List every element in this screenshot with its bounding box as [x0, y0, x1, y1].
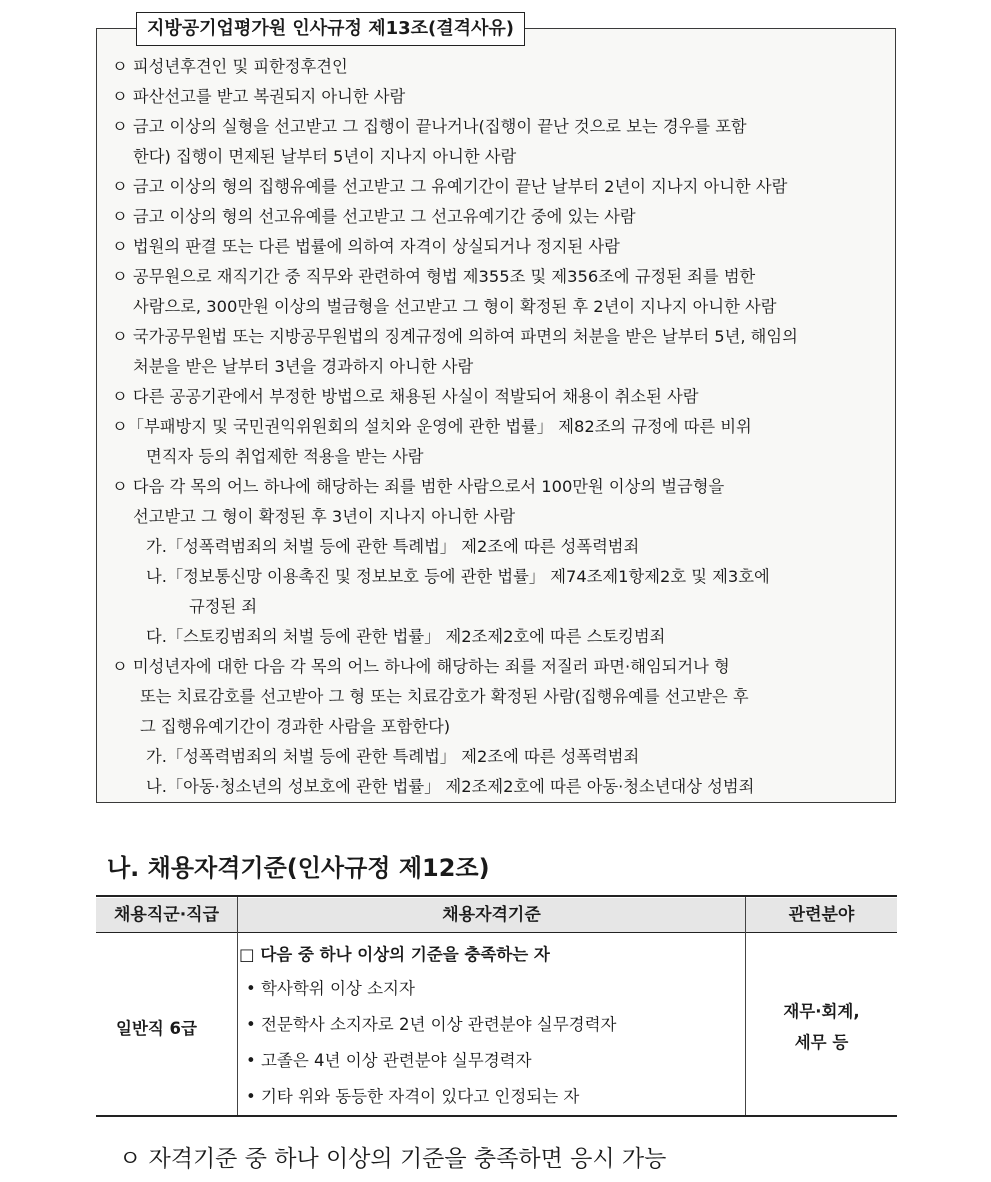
criteria-item: • 기타 위와 동등한 자격이 있다고 인정되는 자 — [246, 1087, 580, 1106]
qualification-table — [96, 895, 897, 1118]
field-cell-line1: 재무·회계, — [783, 1002, 860, 1021]
box-line: ㅇ 국가공무원법 또는 지방공무원법의 징계규정에 의하여 파면의 처분을 받은 날부터 5년, 해임의 — [112, 327, 798, 346]
box-line: ㅇ 피성년후견인 및 피한정후견인 — [112, 57, 348, 76]
box-line: 면직자 등의 취업제한 적용을 받는 사람 — [146, 447, 424, 466]
box-line: ㅇ 미성년자에 대한 다음 각 목의 어느 하나에 해당하는 죄를 저질러 파면·해임되거나 형 — [112, 657, 730, 676]
box-line: ㅇ「부패방지 및 국민권익위원회의 설치와 운영에 관한 법률」 제82조의 규정에 따른 비위 — [112, 417, 752, 436]
box-line: 처분을 받은 날부터 3년을 경과하지 아니한 사람 — [133, 357, 474, 376]
criteria-item: • 학사학위 이상 소지자 — [246, 979, 415, 998]
box-line: 그 집행유예기간이 경과한 사람을 포함한다) — [140, 717, 451, 736]
criteria-item: • 고졸은 4년 이상 관련분야 실무경력자 — [246, 1051, 532, 1070]
box-line: 사람으로, 300만원 이상의 벌금형을 선고받고 그 형이 확정된 후 2년이 지나지 아니한 사람 — [133, 297, 777, 316]
criteria-item: • 전문학사 소지자로 2년 이상 관련분야 실무경력자 — [246, 1015, 617, 1034]
field-cell-line2: 세무 등 — [794, 1033, 849, 1052]
box-line: 가.「성폭력범죄의 처벌 등에 관한 특례법」 제2조에 따른 성폭력범죄 — [146, 747, 640, 766]
table-top-border — [96, 895, 897, 897]
box-line: 나.「아동·청소년의 성보호에 관한 법률」 제2조제2호에 따른 아동·청소년대상 성범죄 — [146, 777, 755, 796]
box-line: ㅇ 다음 각 목의 어느 하나에 해당하는 죄를 범한 사람으로서 100만원 이상의 벌금형을 — [112, 477, 725, 496]
header-grade: 채용직군·직급 — [96, 898, 237, 932]
box-line: 또는 치료감호를 선고받아 그 형 또는 치료감호가 확정된 사람(집행유예를 선고받은 후 — [140, 687, 749, 706]
box-title: 지방공기업평가원 인사규정 제13조(결격사유) — [136, 12, 525, 46]
box-line: ㅇ 법원의 판결 또는 다른 법률에 의하여 자격이 상실되거나 정지된 사람 — [112, 237, 620, 256]
box-line: ㅇ 금고 이상의 실형을 선고받고 그 집행이 끝나거나(집행이 끝난 것으로 보는 경우를 포함 — [112, 117, 747, 136]
criteria-heading: □ 다음 중 하나 이상의 기준을 충족하는 자 — [239, 945, 550, 964]
eligibility-note: ㅇ 자격기준 중 하나 이상의 기준을 충족하면 응시 가능 — [119, 1146, 667, 1172]
header-divider — [96, 932, 897, 933]
box-line: 가.「성폭력범죄의 처벌 등에 관한 특례법」 제2조에 따른 성폭력범죄 — [146, 537, 640, 556]
table-bottom-border — [96, 1115, 897, 1117]
header-field: 관련분야 — [746, 898, 897, 932]
box-line: 선고받고 그 형이 확정된 후 3년이 지나지 아니한 사람 — [133, 507, 516, 526]
box-line: 다.「스토킹범죄의 처벌 등에 관한 법률」 제2조제2호에 따른 스토킹범죄 — [146, 627, 666, 646]
box-line: 한다) 집행이 면제된 날부터 5년이 지나지 아니한 사람 — [133, 147, 517, 166]
box-line: 규정된 죄 — [189, 597, 258, 616]
box-line: ㅇ 파산선고를 받고 복권되지 아니한 사람 — [112, 87, 406, 106]
box-line: ㅇ 공무원으로 재직기간 중 직무와 관련하여 형법 제355조 및 제356조에 규정된 죄를 범한 — [112, 267, 756, 286]
box-line: ㅇ 금고 이상의 형의 집행유예를 선고받고 그 유예기간이 끝난 날부터 2년이 지나지 아니한 사람 — [112, 177, 788, 196]
box-line: ㅇ 다른 공공기관에서 부정한 방법으로 채용된 사실이 적발되어 채용이 취소된 사람 — [112, 387, 699, 406]
box-line: ㅇ 금고 이상의 형의 선고유예를 선고받고 그 선고유예기간 중에 있는 사람 — [112, 207, 636, 226]
header-criteria: 채용자격기준 — [238, 898, 745, 932]
box-line: 나.「정보통신망 이용촉진 및 정보보호 등에 관한 법률」 제74조제1항제2호 및 제3호에 — [146, 567, 770, 586]
section-title: 나. 채용자격기준(인사규정 제12조) — [107, 854, 490, 882]
column-divider — [237, 897, 238, 1116]
grade-cell: 일반직 6급 — [116, 1019, 197, 1038]
